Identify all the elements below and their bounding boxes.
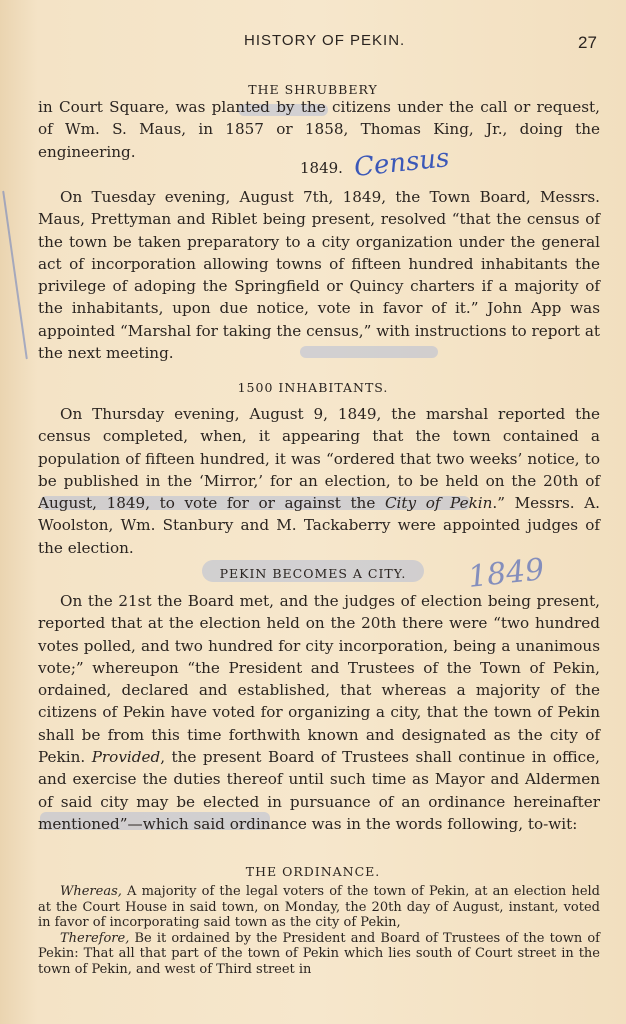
shrubbery-paragraph: [38, 96, 600, 163]
provided-emphasis: Provided: [91, 748, 161, 767]
shrubbery-text: in Court Square, was planted by the citizens under the call or request, of Wm. S. Maus, in 1857 or 1858, Thomas King, Jr., doing the engineering.: [38, 98, 600, 161]
inhabitants-text: [38, 403, 600, 559]
page-header: [0, 32, 626, 54]
therefore-text: Be it ordained by the President and Board of Trustees of the town of Pekin: That all that part of the town of Pekin which lies south of Court street in the town of Pekin, and west of Third street in: [38, 930, 600, 977]
ordinance-therefore: [38, 931, 600, 978]
shrubbery-heading: THE SHRUBBERY: [248, 82, 378, 97]
inhabitants-text-before: On Thursday evening, August 9, 1849, the marshal reported the census completed, when, it appearing that the town contained a population of fifteen hundred, it was “ordered that two weeks’ notice, to be published in the ‘Mirror,’ for an election, to be held on the 20th of August, 1849, to vote for or against the: [38, 405, 600, 513]
year-heading-1849: 1849.: [300, 159, 343, 177]
margin-pencil-line: [2, 191, 28, 360]
city-text-after: , the present Board of Trustees shall continue in office, and exercise the duties thereof until such time as Mayor and Aldermen of said city may be elected in pursuance of an ordinance hereinafter mentioned”—which said ordinance was in the words following, to-wit:: [38, 748, 600, 833]
census-text: On Tuesday evening, August 7th, 1849, the Town Board, Messrs. Maus, Prettyman and Riblet being present, resolved “that the census of the town be taken preparatory to a city organization under the general act of incorporation allowing towns of fifteen hundred inhabitants the privilege of adoping the Springfield or Quincy charters if a majority of the inhabitants, upon due notice, vote in favor of it.” John App was appointed “Marshal for taking the census,” with instructions to report at the next meeting.: [38, 188, 600, 363]
inhabitants-paragraph: [38, 403, 600, 559]
therefore-emphasis: Therefore,: [60, 930, 130, 946]
page-number: 27: [578, 33, 597, 52]
handwritten-census-annotation: Census: [352, 143, 451, 183]
inhabitants-heading: 1500 INHABITANTS.: [237, 380, 389, 395]
whereas-emphasis: Whereas,: [60, 884, 122, 899]
ordinance-whereas: [38, 884, 600, 931]
census-paragraph: [38, 186, 600, 364]
city-text: [38, 590, 600, 835]
city-text-before: On the 21st the Board met, and the judges of election being present, reported that at the election held on the 20th there were “two hundred votes polled, and two hundred for city incorporation, being a unanimous vote;” whereupon “the President and Trustees of the Town of Pekin, ordained, declared and established, that whereas a majority of the citizens of Pekin have voted for organizing a city, that the town of Pekin shall be from this time forthwith known and designated as the city of Pekin.: [38, 592, 600, 767]
whereas-text: A majority of the legal voters of the town of Pekin, at an election held at the Court House in said town, on Monday, the 20th day of August, instant, voted in favor of incorporating said town as the city of Pekin,: [38, 884, 600, 930]
city-paragraph: [38, 590, 600, 835]
city-heading: PEKIN BECOMES A CITY.: [219, 566, 407, 581]
inhabitants-text-after: .” Messrs. A. Woolston, Wm. Stanbury and M. Tackaberry were appointed judges of the election.: [38, 494, 601, 557]
city-of-pekin-emphasis: City of Pekin: [384, 494, 493, 513]
ordinance-body: [38, 884, 600, 977]
ordinance-heading: THE ORDINANCE.: [245, 864, 381, 879]
handwritten-1849-annotation: 1849: [466, 552, 546, 595]
running-title: HISTORY OF PEKIN.: [244, 32, 406, 49]
